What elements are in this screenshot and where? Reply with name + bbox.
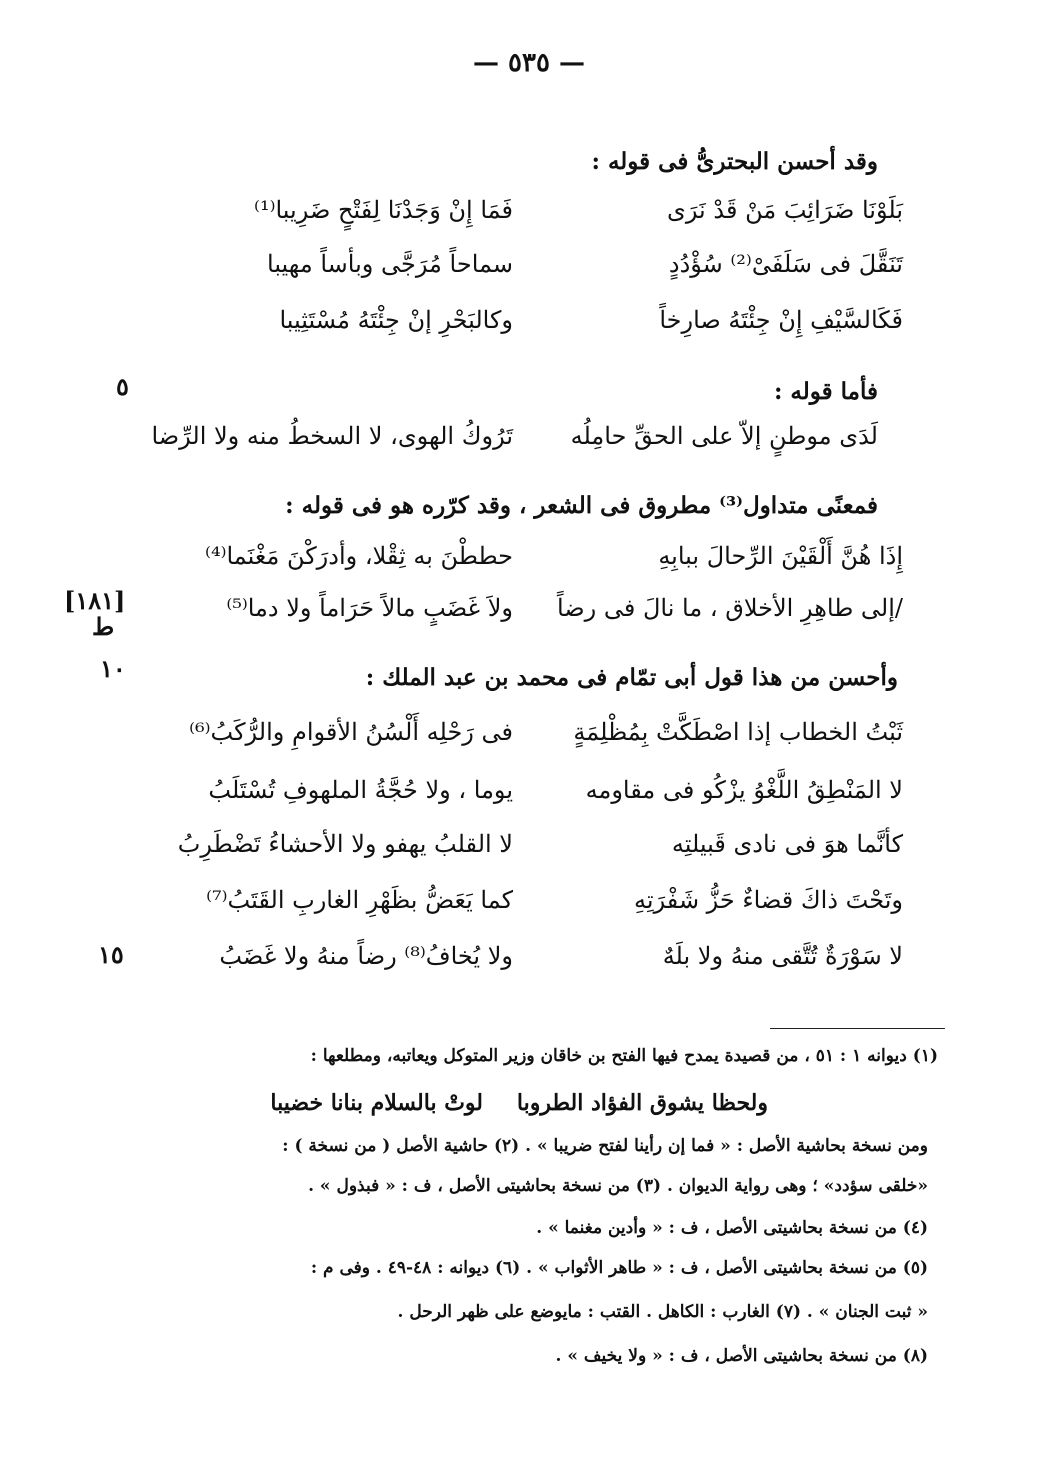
verse1-3-left: وكالبَحْرِ إنْ جِئْتَهُ مُسْتَثِيبا — [279, 306, 513, 334]
verse4-4-left: كما يَعَضُّ بظَهْرِ الغاربِ القَتَبُ⁽⁷⁾ — [206, 886, 513, 914]
line-number-15: ١٥ — [98, 940, 124, 969]
line-number-5: ٥ — [116, 372, 129, 401]
verse3-2-left: ولاَ غَضَبٍ مالاً حَرَاماً ولا دما⁽⁵⁾ — [226, 594, 513, 622]
verse4-2-right: لا المَنْطِقُ اللَّغْوُ يزْكُو فى مقاومه — [585, 776, 903, 804]
footnote-8: (٨) من نسخة بحاشيتى الأصل ، ف : « ولا يخيف » . — [555, 1346, 928, 1366]
verse1-3-right: فَكَالسَّيْفِ إِنْ جِئْتَهُ صارِخاً — [659, 306, 903, 334]
verse4-3-left: لا القلبُ يهفو ولا الأحشاءُ تَضْطَرِبُ — [177, 830, 513, 858]
verse1-1-right: بَلَوْنَا ضَرَائِبَ مَنْ قَدْ نَرَى — [667, 196, 903, 224]
verse4-2-left: يوما ، ولا حُجَّةُ الملهوفِ تُسْتَلَبُ — [208, 776, 513, 804]
verse4-1-right: ثَبْتُ الخطاب إذا اصْطَكَّتْ بِمُظْلِمَةٍ — [573, 718, 903, 746]
footnote-1-verse-left: ولحظا يشوق الفؤاد الطروبا — [516, 1090, 768, 1116]
intro-line-3: فمعنًى متداول⁽³⁾ مطروق فى الشعر ، وقد كرّره هو فى قوله : — [285, 492, 878, 519]
verse3-1-left: حططْنَ به ثِقْلا، وأدرَكْنَ مَغْنَما⁽⁴⁾ — [205, 542, 513, 570]
verse1-2-left: سماحاً مُرَجَّى وبأساً مهيبا — [267, 250, 513, 278]
intro-line-1: وقد أحسن البحترىُّ فى قوله : — [591, 148, 878, 175]
footnote-divider — [770, 1028, 945, 1029]
marginal-reference-sub: ط — [92, 612, 115, 641]
verse1-2-right: تَنَقَّلَ فى سَلَفَىْ⁽²⁾ سُؤْدُدٍ — [668, 250, 903, 278]
intro-line-4: وأحسن من هذا قول أبى تمّام فى محمد بن عبد الملك : — [365, 664, 898, 691]
verse3-2-right: /إلى طاهِرِ الأخلاق ، ما نالَ فى رضاً — [556, 594, 903, 622]
page-number: — ٥٣٥ — — [472, 48, 586, 78]
footnote-1-verse-right: لوتْ بالسلام بنانا خضيبا — [270, 1090, 483, 1116]
verse4-5-right: لا سَوْرَةٌ تُتَّقى منهُ ولا بلَهٌ — [662, 942, 903, 970]
verse3-1-right: إِذَا هُنَّ أَلْقَيْنَ الرِّحالَ ببابِهِ — [658, 542, 903, 570]
verse4-1-left: فى رَحْلِه أَلْسُنُ الأقوامِ والرُّكَبُ⁽⁶⁾ — [189, 718, 513, 746]
verse4-4-right: وتَحْتَ ذاكَ قضاءٌ حَزُّ شَفْرَتِهِ — [634, 886, 903, 914]
footnote-1-continued: ومن نسخة بحاشية الأصل : « فما إن رأينا لفتح ضريبا » . (٢) حاشية الأصل ( من نسخة ) : — [282, 1136, 928, 1156]
footnote-6-continued: « ثبت الجنان » . (٧) الغارب : الكاهل . القتب : مايوضع على ظهر الرحل . — [397, 1302, 928, 1322]
line-number-10: ١٠ — [100, 654, 126, 683]
footnote-4: (٤) من نسخة بحاشيتى الأصل ، ف : « وأدين مغنما » . — [536, 1218, 928, 1238]
footnote-5: (٥) من نسخة بحاشيتى الأصل ، ف : « طاهر الأثواب » . (٦) ديوانه : ٤٨-٤٩ . وفى م : — [310, 1258, 928, 1278]
verse2-left-text: لَدَى موطنٍ إلاّ على الحقِّ حامِلُه — [570, 422, 878, 450]
intro-line-2: فأما قوله : — [773, 378, 878, 405]
verse1-1-left: فَمَا إِنْ وَجَدْنَا لِفَتْحٍ ضَرِيبا⁽¹⁾ — [254, 196, 513, 224]
footnote-1: (١) ديوانه ١ : ٥١ ، من قصيدة يمدح فيها الفتح بن خاقان وزير المتوكل ويعاتبه، ومطلعها : — [310, 1046, 938, 1066]
verse4-3-right: كأنَّما هوَ فى نادى قَبيلتِه — [671, 830, 903, 858]
marginal-reference: [١٨١] — [64, 586, 126, 615]
verse4-5-left: ولا يُخافُ⁽⁸⁾ رضاً منهُ ولا غَضَبُ — [219, 942, 513, 970]
verse2-right-text: تَرُوكُ الهوى، لا السخطُ منه ولا الرِّضا — [151, 422, 513, 450]
footnote-2-continued: «خلقى سؤدد» ؛ وهى رواية الديوان . (٣) من نسخة بحاشيتى الأصل ، ف : « فبذول » . — [308, 1176, 928, 1196]
